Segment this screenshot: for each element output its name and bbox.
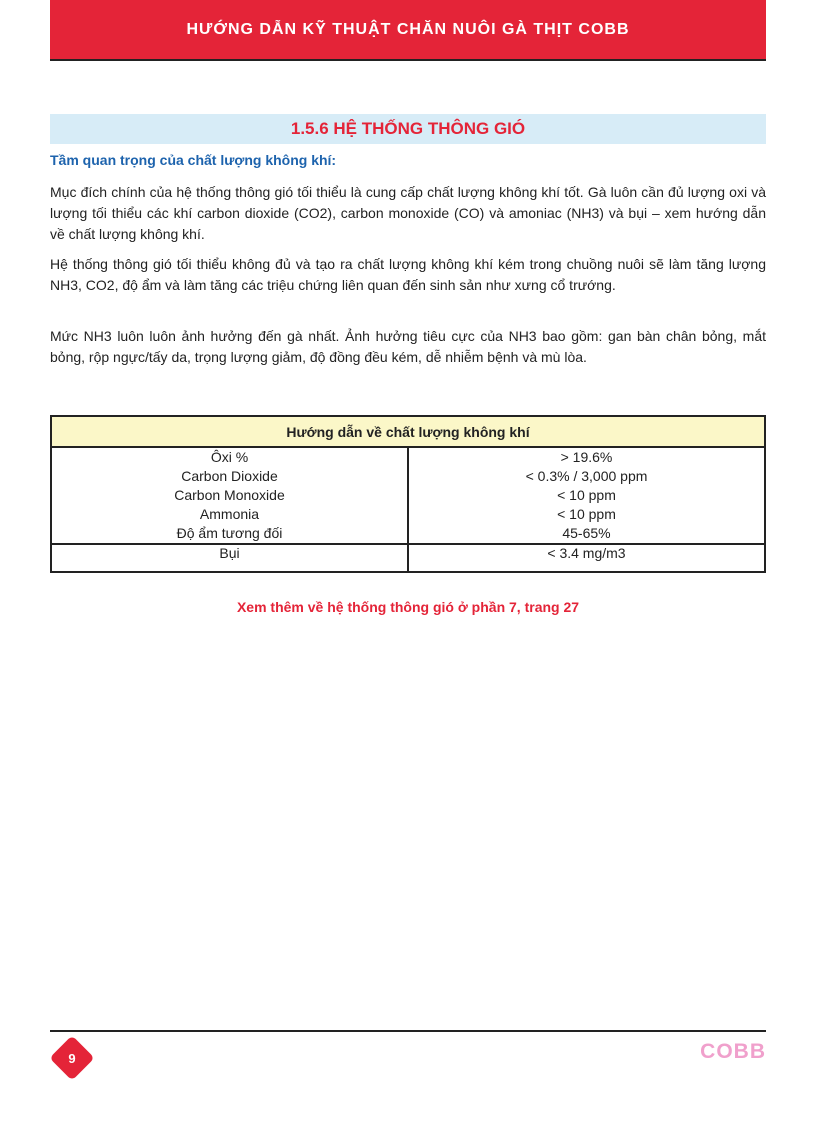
value-cell: < 3.4 mg/m3 bbox=[408, 544, 765, 572]
section-title: 1.5.6 HỆ THỐNG THÔNG GIÓ bbox=[290, 119, 526, 138]
value-cell: < 10 ppm bbox=[557, 506, 616, 522]
param-cell: Carbon Dioxide bbox=[181, 468, 278, 484]
header-divider bbox=[50, 59, 766, 61]
table-title: Hướng dẫn về chất lượng không khí bbox=[51, 416, 765, 447]
param-cell: Ôxi % bbox=[210, 449, 249, 465]
air-quality-table bbox=[50, 415, 766, 573]
param-cell: Độ ẩm tương đối bbox=[176, 525, 283, 541]
paragraph-2: Hệ thống thông gió tối thiểu không đủ và tạo ra chất lượng không khí kém trong chuồng nuôi sẽ làm tăng lượng NH3, CO2, độ ẩm và làm tăng các triệu chứng liên quan đến sinh sản như xưng cổ trướng. bbox=[50, 256, 766, 293]
value-column bbox=[408, 447, 765, 544]
footer-divider bbox=[50, 1030, 766, 1032]
page-number: 9 bbox=[68, 1050, 76, 1066]
param-cell: Ammonia bbox=[199, 506, 260, 522]
page-header bbox=[50, 0, 766, 59]
value-cell: > 19.6% bbox=[560, 449, 613, 465]
value-cell: < 10 ppm bbox=[557, 487, 616, 503]
param-cell: Carbon Monoxide bbox=[174, 487, 285, 503]
brand-logo: COBB bbox=[700, 1040, 766, 1063]
paragraph-3: Mức NH3 luôn luôn ảnh hưởng đến gà nhất. Ảnh hưởng tiêu cực của NH3 bao gồm: gan bàn chân bỏng, mắt bỏng, rộp ngực/tấy da, trọng lượng giảm, độ đồng đều kém, dễ nhiễm bệnh và mù lòa. bbox=[50, 328, 766, 365]
section-title-bar bbox=[50, 114, 766, 144]
table-row bbox=[51, 447, 765, 544]
table-header-row bbox=[51, 416, 765, 447]
value-cell: < 0.3% / 3,000 ppm bbox=[525, 468, 648, 484]
paragraph-1: Mục đích chính của hệ thống thông gió tối thiểu là cung cấp chất lượng không khí tốt. Gà luôn cần đủ lượng oxi và lượng tối thiểu các khí carbon dioxide (CO2), carbon monoxide (CO) và amoniac (NH3) và bụi – xem hướng dẫn về chất lượng không khí. bbox=[50, 184, 766, 242]
subheading: Tầm quan trọng của chất lượng không khí: bbox=[50, 152, 337, 168]
table-row bbox=[51, 544, 765, 572]
value-cell: 45-65% bbox=[562, 525, 611, 541]
header-title: HƯỚNG DẪN KỸ THUẬT CHĂN NUÔI GÀ THỊT COBB bbox=[186, 20, 630, 38]
cross-reference-note: Xem thêm về hệ thống thông gió ở phần 7, trang 27 bbox=[236, 599, 580, 615]
param-column bbox=[51, 447, 408, 544]
param-cell: Bụi bbox=[51, 544, 408, 572]
